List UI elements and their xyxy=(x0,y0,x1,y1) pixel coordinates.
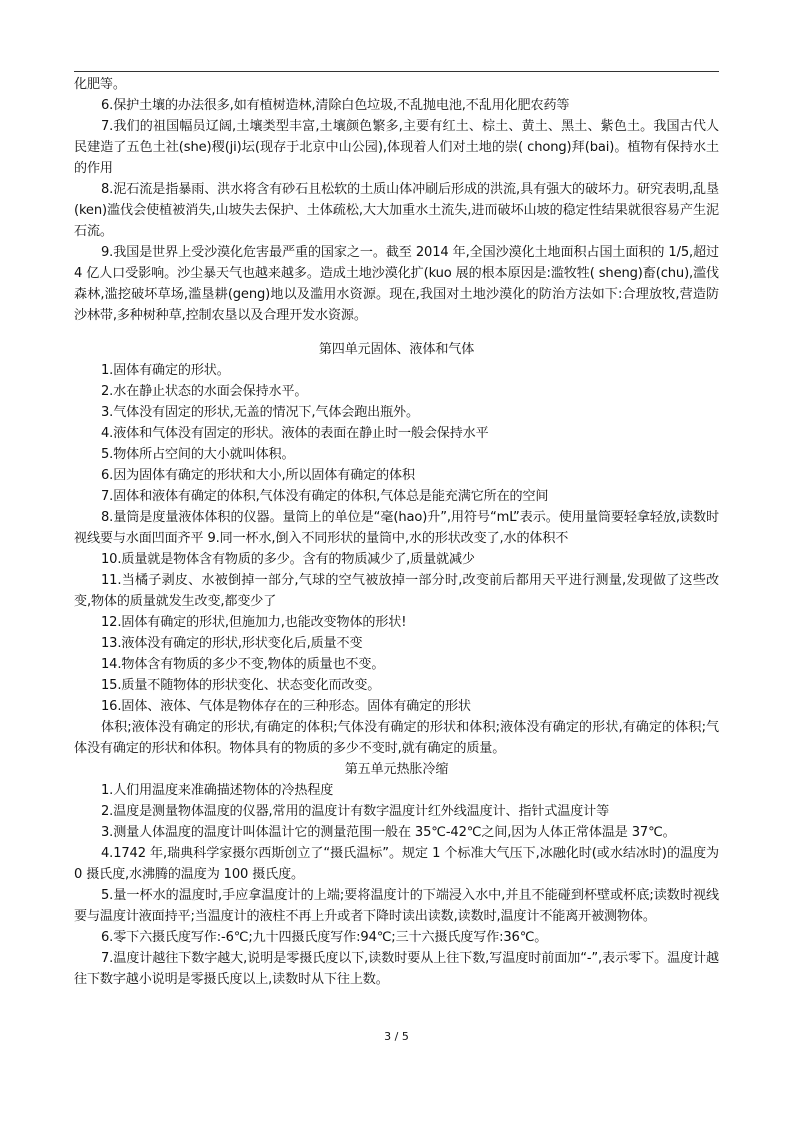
list-item: 1.人们用温度来准确描述物体的冷热程度 xyxy=(101,783,334,798)
list-item: 13.液体没有确定的形状,形状变化后,质量不变 xyxy=(101,636,363,651)
list-item: 5.量一杯水的温度时,手应拿温度计的上端;要将温度计的下端浸入水中,并且不能碰到杯壁或杯底;读数时视线要与温度计液面持平;当温度计的液柱不再上升或者下降时读出读数,读数时,温度计不能离开被测物体。 xyxy=(74,888,719,924)
paragraph: 化肥等。 xyxy=(74,77,126,92)
list-item: 1.固体有确定的形状。 xyxy=(101,363,230,378)
unit4-title: 第四单元固体、液体和气体 xyxy=(318,342,475,357)
list-item: 8.量筒是度量液体体积的仪器。量筒上的单位是“毫(hao)升”,用符号“mL”表示。使用量筒要轻拿轻放,读数时视线要与水面凹面齐平 9.同一杯水,倒入不同形状的量筒中,水的形状改变了,水的体积不 xyxy=(74,510,719,546)
list-item: 4.1742 年,瑞典科学家摄尔西斯创立了“摄氏温标”。规定 1 个标准大气压下,冰融化时(或水结冰时)的温度为 0 摄氏度,水沸腾的温度为 100 摄氏度。 xyxy=(74,846,719,882)
list-item: 12.固体有确定的形状,但施加力,也能改变物体的形状! xyxy=(101,615,407,630)
list-item: 5.物体所占空间的大小就叫体积。 xyxy=(101,447,295,462)
paragraph: 8.泥石流是指暴雨、洪水将含有砂石且松软的土质山体冲刷后形成的洪流,具有强大的破坏力。研究表明,乱垦(ken)滥伐会使植被消失,山坡失去保护、土体疏松,大大加重水土流失,进而破坏山坡的稳定性结果就很容易产生泥石流。 xyxy=(74,182,719,239)
list-item: 4.液体和气体没有固定的形状。液体的表面在静止时一般会保持水平 xyxy=(101,426,489,441)
page-content xyxy=(74,74,719,990)
list-item: 6.零下六摄氏度写作:-6℃;九十四摄氏度写作:94℃;三十六摄氏度写作:36℃。 xyxy=(101,930,548,945)
list-item: 3.测量人体温度的温度计叫体温计它的测量范围一般在 35℃-42℃之间,因为人体正常体温是 37℃。 xyxy=(101,825,676,840)
page-number: 3 / 5 xyxy=(384,1030,409,1043)
list-item: 2.温度是测量物体温度的仪器,常用的温度计有数字温度计红外线温度计、指针式温度计等 xyxy=(101,804,610,819)
list-item: 11.当橘子剥皮、水被倒掉一部分,气球的空气被放掉一部分时,改变前后都用天平进行测量,发现做了这些改变,物体的质量就发生改变,都变少了 xyxy=(74,573,719,609)
list-item: 体积;液体没有确定的形状,有确定的体积;气体没有确定的形状和体积;液体没有确定的形状,有确定的体积;气体没有确定的形状和体积。物体具有的物质的多少不变时,就有确定的质量。 xyxy=(74,720,719,756)
list-item: 7.固体和液体有确定的体积,气体没有确定的体积,气体总是能充满它所在的空间 xyxy=(101,489,549,504)
list-item: 10.质量就是物体含有物质的多少。含有的物质减少了,质量就减少 xyxy=(101,552,475,567)
list-item: 6.因为固体有确定的形状和大小,所以固体有确定的体积 xyxy=(101,468,415,483)
paragraph: 6.保护土壤的办法很多,如有植树造林,清除白色垃圾,不乱抛电池,不乱用化肥农药等 xyxy=(101,98,570,113)
list-item: 15.质量不随物体的形状变化、状态变化而改变。 xyxy=(101,678,381,693)
list-item: 14.物体含有物质的多少不变,物体的质量也不变。 xyxy=(101,657,385,672)
paragraph: 7.我们的祖国幅员辽阔,土壤类型丰富,土壤颜色繁多,主要有红土、棕土、黄土、黑土、紫色土。我国古代人民建造了五色土社(she)稷(ji)坛(现存于北京中山公园),体现着人们对土地的崇( chong)拜(bai)。植物有保持水土的作用 xyxy=(74,119,719,176)
list-item: 16.固体、液体、气体是物体存在的三种形态。固体有确定的形状 xyxy=(101,699,471,714)
list-item: 3.气体没有固定的形状,无盖的情况下,气体会跑出瓶外。 xyxy=(101,405,419,420)
paragraph: 9.我国是世界上受沙漠化危害最严重的国家之一。截至 2014 年,全国沙漠化土地面积占国土面积的 1/5,超过 4 亿人口受影响。沙尘暴天气也越来越多。造成土地沙漠化扩(kuo 展的根本原因是:滥牧牲( sheng)畜(chu),滥伐森林,滥挖破坏草场,滥垦耕(geng)地以及滥用水资源。现在,我国对土地沙漠化的防治方法如下:合理放牧,营造防沙林带,多种树种草,控制农垦以及合理开发水资源。 xyxy=(74,245,719,323)
header-rule xyxy=(74,71,719,72)
list-item: 7.温度计越往下数字越大,说明是零摄氏度以下,读数时要从上往下数,写温度时前面加“-”,表示零下。温度计越往下数字越小说明是零摄氏度以上,读数时从下往上数。 xyxy=(74,951,719,987)
list-item: 2.水在静止状态的水面会保持水平。 xyxy=(101,384,308,399)
unit5-title: 第五单元热胀冷缩 xyxy=(344,762,449,777)
